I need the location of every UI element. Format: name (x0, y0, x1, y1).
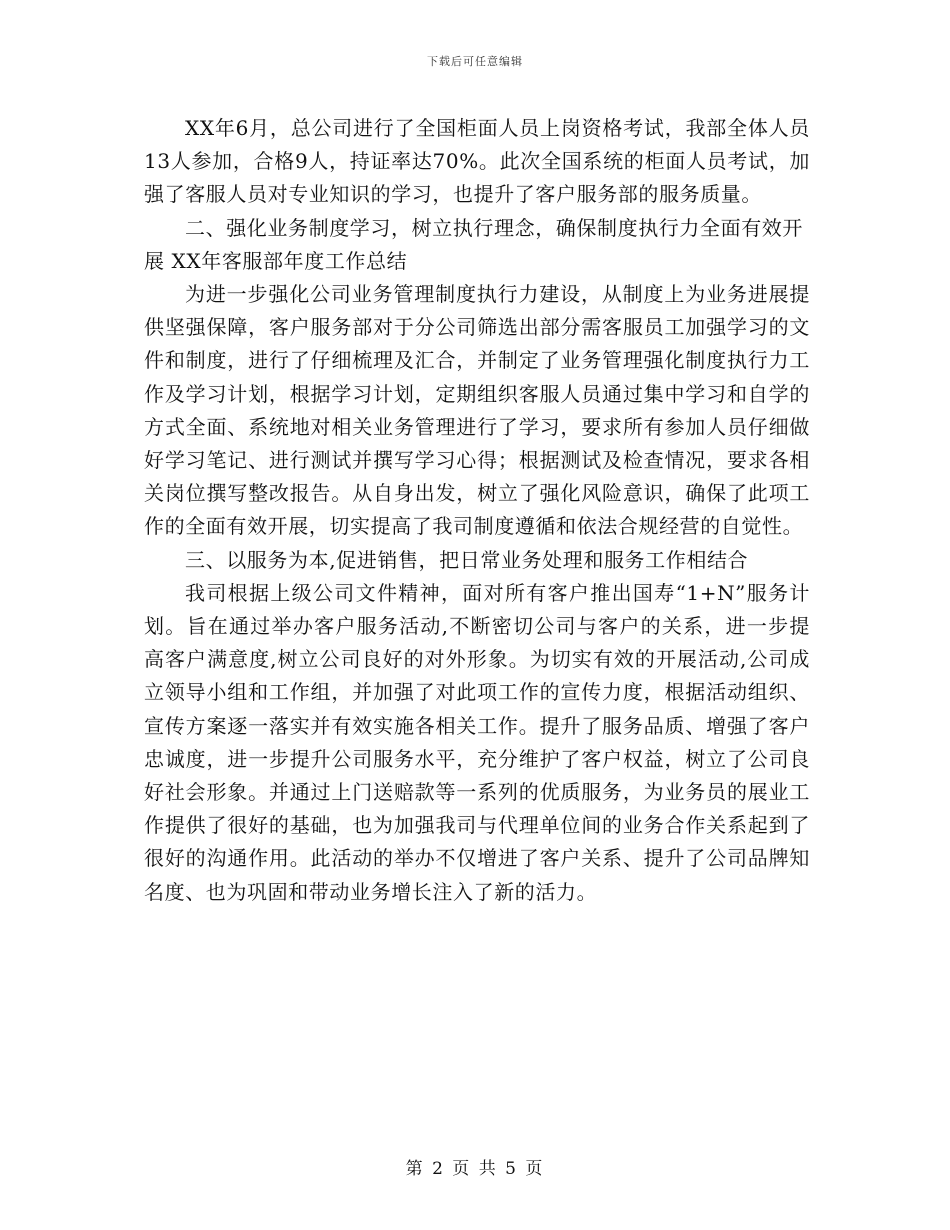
section-heading-2: 二、强化业务制度学习，树立执行理念，确保制度执行力全面有效开展 XX年客服部年度工作总结 (144, 215, 803, 273)
page-number-footer: 第 2 页 共 5 页 (405, 1159, 545, 1179)
section-heading-3: 三、以服务为本,促进销售，把日常业务处理和服务工作相结合 (185, 547, 749, 572)
document-body (144, 112, 810, 909)
paragraph-service-plan: 我司根据上级公司文件精神，面对所有客户推出国寿“1+N”服务计划。旨在通过举办客户服务活动,不断密切公司与客户的关系，进一步提高客户满意度,树立公司良好的对外形象。为切实有效的开展活动,公司成立领导小组和工作组，并加强了对此项工作的宣传力度，根据活动组织、宣传方案逐一落实并有效实施各相关工作。提升了服务品质、增强了客户忠诚度，进一步提升公司服务水平，充分维护了客户权益，树立了公司良好社会形象。并通过上门送赔款等一系列的优质服务，为业务员的展业工作提供了很好的基础，也为加强我司与代理单位间的业务合作关系起到了很好的沟通作用。此活动的举办不仅增进了客户关系、提升了公司品牌知名度、也为巩固和带动业务增长注入了新的活力。 (144, 580, 810, 904)
paragraph-exam-results: XX年6月，总公司进行了全国柜面人员上岗资格考试，我部全体人员13人参加，合格9人，持证率达70%。此次全国系统的柜面人员考试，加强了客服人员对专业知识的学习，也提升了客户服务部的服务质量。 (144, 116, 810, 207)
paragraph-system-study: 为进一步强化公司业务管理制度执行力建设，从制度上为业务进展提供坚强保障，客户服务部对于分公司筛选出部分需客服员工加强学习的文件和制度，进行了仔细梳理及汇合，并制定了业务管理强化制度执行力工作及学习计划，根据学习计划，定期组织客服人员通过集中学习和自学的方式全面、系统地对相关业务管理进行了学习，要求所有参加人员仔细做好学习笔记、进行测试并撰写学习心得；根据测试及检查情况，要求各相关岗位撰写整改报告。从自身出发，树立了强化风险意识，确保了此项工作的全面有效开展，切实提高了我司制度遵循和依法合规经营的自觉性。 (144, 282, 810, 539)
page-header-note: 下载后可任意编辑 (427, 55, 523, 68)
